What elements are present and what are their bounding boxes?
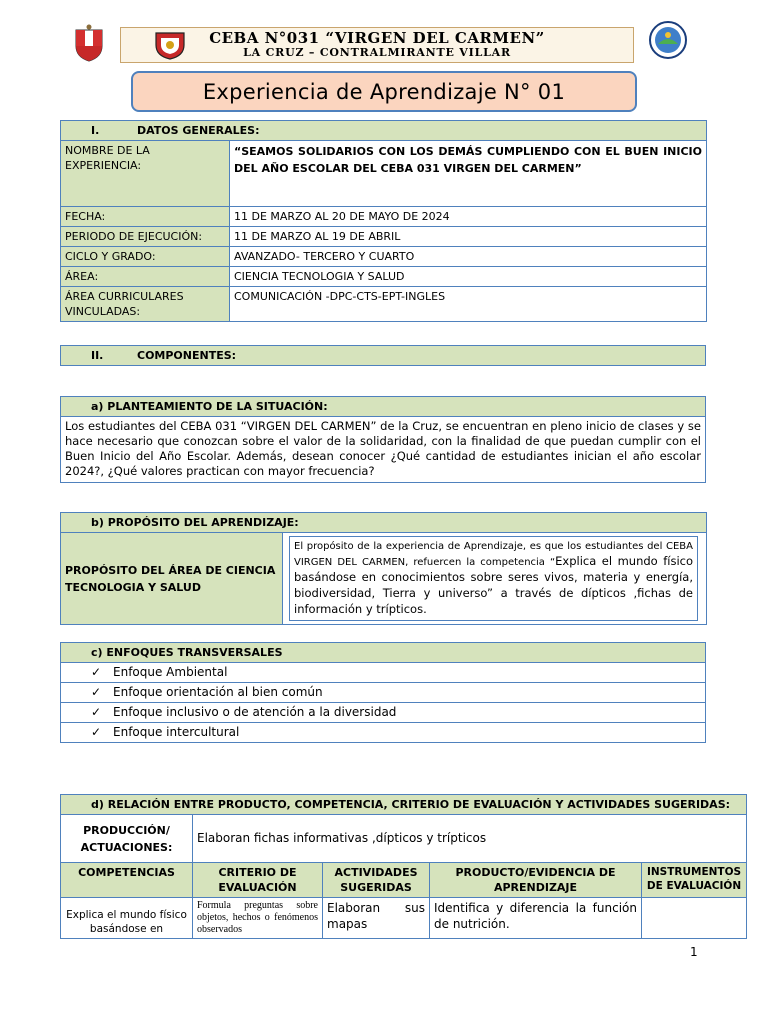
fecha-value: 11 DE MARZO AL 20 DE MAYO DE 2024 [230, 207, 707, 227]
check-icon: ✓ [91, 705, 102, 719]
list-item: ✓ Enfoque intercultural [61, 723, 706, 743]
componentes-heading: II. COMPONENTES: [61, 346, 706, 366]
list-item: ✓ Enfoque inclusivo o de atención a la diversidad [61, 703, 706, 723]
list-item: ✓ Enfoque orientación al bien común [61, 683, 706, 703]
proposito-heading: b) PROPÓSITO DEL APRENDIZAJE: [61, 513, 707, 533]
column-header: PRODUCTO/EVIDENCIA DE APRENDIZAJE [430, 863, 642, 898]
areas-vinculadas-value: COMUNICACIÓN -DPC-CTS-EPT-INGLES [230, 287, 707, 322]
check-icon: ✓ [91, 665, 102, 679]
school-subtitle: LA CRUZ – CONTRALMIRANTE VILLAR [243, 46, 511, 59]
row-label: ÁREA: [61, 267, 230, 287]
proposito-cell [283, 533, 707, 625]
experience-title: Experiencia de Aprendizaje N° 01 [131, 71, 637, 112]
row-label: ÁREA CURRICULARES VINCULADAS: [61, 287, 230, 322]
planteamiento-text: Los estudiantes del CEBA 031 “VIRGEN DEL CARMEN” de la Cruz, se encuentran en pleno inicio de clases y se hace necesario que conozcan sobre el valor de la solidaridad, con la finalidad de que puedan cumplir con el Buen Inicio del Año Escolar. Además, desean conocer ¿Qué cantidad de estudiantes inician el año escolar 2024?, ¿Qué valores practican con mayor frecuencia? [61, 417, 706, 483]
list-item: ✓ Enfoque Ambiental [61, 663, 706, 683]
peru-shield-icon [72, 24, 106, 62]
ciclo-value: AVANZADO- TERCERO Y CUARTO [230, 247, 707, 267]
school-title: CEBA N°031 “VIRGEN DEL CARMEN” [209, 29, 545, 47]
periodo-value: 11 DE MARZO AL 19 DE ABRIL [230, 227, 707, 247]
enfoques-table [60, 642, 706, 743]
datos-generales-table [60, 120, 707, 322]
datos-generales-heading: I. DATOS GENERALES: [61, 121, 707, 141]
proposito-label: PROPÓSITO DEL ÁREA DE CIENCIA TECNOLOGIA Y SALUD [61, 533, 283, 625]
enfoques-heading: c) ENFOQUES TRANSVERSALES [61, 643, 706, 663]
relacion-table [60, 794, 747, 939]
relacion-heading: d) RELACIÓN ENTRE PRODUCTO, COMPETENCIA, CRITERIO DE EVALUACIÓN Y ACTIVIDADES SUGERIDAS: [61, 795, 747, 815]
page-number: 1 [690, 945, 698, 959]
produccion-label: PRODUCCIÓN/ ACTUACIONES: [61, 815, 193, 863]
check-icon: ✓ [91, 725, 102, 739]
proposito-text-b: Explica el mundo físico basándose en conocimientos sobre seres vivos, materia y energía, biodiversidad, Tierra y universo” a través de dípticos ,fichas de información y trípticos. [294, 554, 694, 616]
regional-seal-icon [648, 20, 688, 60]
planteamiento-heading: a) PLANTEAMIENTO DE LA SITUACIÓN: [61, 397, 706, 417]
row-label: CICLO Y GRADO: [61, 247, 230, 267]
actividades-cell: Elaboran sus mapas [323, 898, 430, 939]
proposito-box [289, 536, 698, 621]
experience-name-value: “SEAMOS SOLIDARIOS CON LOS DEMÁS CUMPLIENDO CON EL BUEN INICIO DEL AÑO ESCOLAR DEL CEBA 031 VIRGEN DEL CARMEN” [230, 141, 707, 207]
producto-cell: Identifica y diferencia la función de nutrición. [430, 898, 642, 939]
proposito-text-a: El propósito de la experiencia de Aprendizaje, es que los estudiantes del CEBA VIRGEN DEL CARMEN, refuercen la competencia “ [294, 541, 694, 568]
proposito-table [60, 512, 707, 625]
produccion-value: Elaboran fichas informativas ,dípticos y trípticos [193, 815, 747, 863]
column-header: ACTIVIDADES SUGERIDAS [323, 863, 430, 898]
area-value: CIENCIA TECNOLOGIA Y SALUD [230, 267, 707, 287]
competencia-cell: Explica el mundo físico basándose en [61, 898, 193, 939]
column-header: INSTRUMENTOS DE EVALUACIÓN [642, 863, 747, 898]
column-header: CRITERIO DE EVALUACIÓN [193, 863, 323, 898]
row-label: NOMBRE DE LA EXPERIENCIA: [61, 141, 230, 207]
row-label: PERIODO DE EJECUCIÓN: [61, 227, 230, 247]
row-label: FECHA: [61, 207, 230, 227]
check-icon: ✓ [91, 685, 102, 699]
componentes-table [60, 345, 706, 366]
criterio-cell: Formula preguntas sobre objetos, hechos o fenómenos observados [193, 898, 323, 939]
planteamiento-table [60, 396, 706, 483]
column-header: COMPETENCIAS [61, 863, 193, 898]
school-banner [120, 27, 634, 63]
instrumentos-cell [642, 898, 747, 939]
